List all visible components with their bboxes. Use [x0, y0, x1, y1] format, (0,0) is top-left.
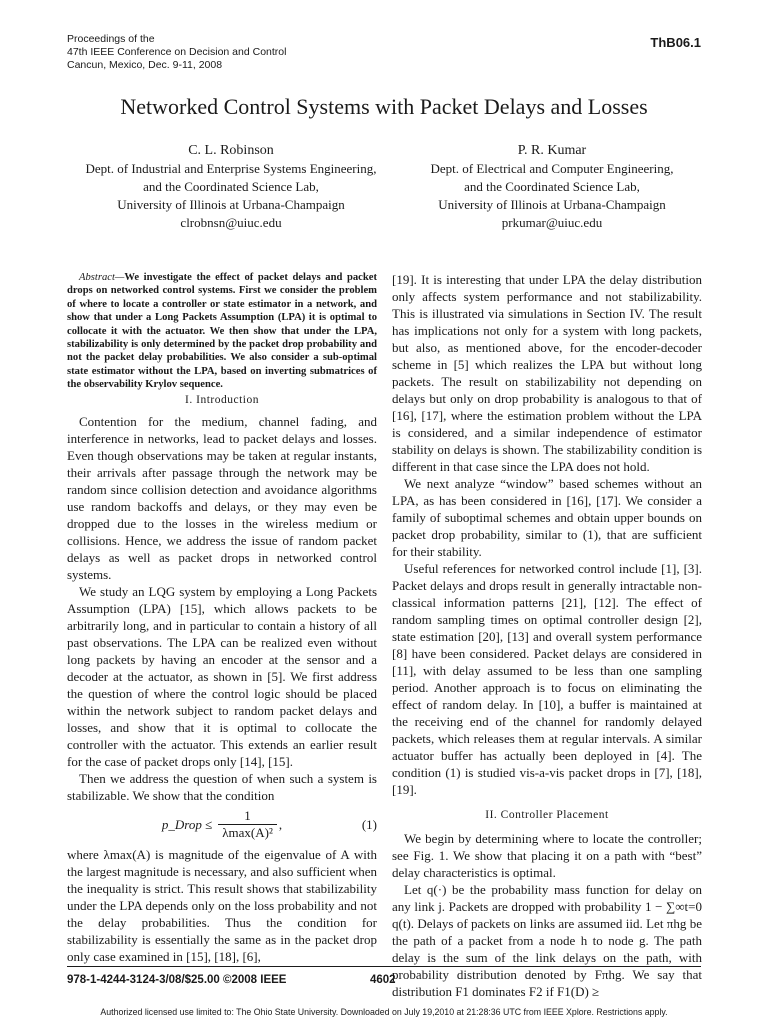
proceedings-header: [67, 33, 286, 72]
equation-numerator: 1: [244, 808, 251, 824]
section-heading-controller-placement: II. Controller Placement: [485, 809, 609, 821]
author-affiliation-line: and the Coordinated Science Lab,: [464, 179, 640, 194]
author-affiliation-line: University of Illinois at Urbana-Champaign: [438, 197, 666, 212]
equation-punctuation: ,: [278, 817, 283, 833]
author-email: clrobnsn@uiuc.edu: [180, 215, 282, 230]
abstract: [67, 271, 377, 392]
proceedings-line: Cancun, Mexico, Dec. 9-11, 2008: [67, 59, 223, 71]
equation-lhs: p_Drop ≤: [161, 817, 213, 833]
abstract-body: We investigate the effect of packet delays and packet drops on networked control systems. First we consider the problem of where to locate a controller or state estimator in a network, and show that under a Long Packets Assumption (LPA) it is optimal to collocate it with the actuator. We then show that under the LPA, stabilizability is only determined by the packet drop probability and not the packet delay probabilities. We also consider a sub-optimal state estimator without the LPA, based on inverting submatrices of the observability Krylov sequence.: [67, 272, 377, 391]
author-affiliation-line: and the Coordinated Science Lab,: [143, 179, 319, 194]
section-heading-introduction: I. Introduction: [185, 393, 259, 406]
paragraph: Let q(·) be the probability mass function for delay on any link j. Packets are dropped with probability 1 − ∑∞t=0 q(t). Delays of packets on links are assumed iid. Let πhg be the path of a packet from a node h to node g. The path delay is the sum of the link delays on the path, with probability distribution denoted by Fπhg. We say that distribution F1 dominates F2 if F1(D) ≥: [392, 882, 702, 999]
author-affiliation-line: Dept. of Industrial and Enterprise Systems Engineering,: [85, 161, 377, 176]
paragraph: Contention for the medium, channel fading, and interference in networks, lead to packet delays and losses. Even though observations may be taken at regular instants, their arrivals after passage through the network may be random since collision detection and avoidance algorithms use random backoffs and delays, or they may even be dropped due to the losses in the wireless medium or collisions. Hence, we address the issue of random packet delays as well as packet drops in networked control systems.: [67, 413, 377, 582]
author-block-2: [392, 142, 712, 232]
footer-divider: [67, 966, 701, 967]
isbn-copyright: 978-1-4244-3124-3/08/$25.00 ©2008 IEEE: [67, 974, 287, 986]
left-column: [67, 271, 377, 965]
author-name: C. L. Robinson: [188, 143, 274, 158]
author-block-1: [72, 142, 390, 232]
author-email: prkumar@uiuc.edu: [501, 215, 603, 230]
equation-number: (1): [361, 816, 377, 832]
paragraph: We begin by determining where to locate the controller; see Fig. 1. We show that placing it on a path with “best” delay characteristics is optimal.: [392, 831, 702, 880]
license-notice: Authorized licensed use limited to: The Ohio State University. Downloaded on July 19,2010 at 21:28:36 UTC from IEEE Xplore. Restrictions apply.: [100, 1007, 668, 1017]
author-name: P. R. Kumar: [517, 143, 587, 158]
equation-denominator: λmax(A)²: [218, 824, 277, 841]
abstract-lead: Abstract—: [79, 272, 125, 283]
paper-title: Networked Control Systems with Packet Delays and Losses: [120, 94, 648, 119]
session-code: ThB06.1: [650, 35, 701, 50]
paragraph: Useful references for networked control include [1], [3]. Packet delays and drops result in generally intractable non-classical information patterns [21], [12]. The effect of random sampling times on optimal controller design [2], state estimation [20], [13] and overall system performance [8] have been considered. Packet delays are considered in [11], with delay assumed to be less than one sampling period. Another approach is to focus on eliminating the effect of random delay. In [10], a buffer is maintained at the receiving end of the channel for randomly delayed packets, which releases them at regular intervals. A similar actuator buffer has actually been deployed in [4]. The condition (1) is studied vis-a-vis packet drops in [7], [18], [19].: [392, 561, 702, 797]
proceedings-line: 47th IEEE Conference on Decision and Control: [67, 46, 287, 58]
equation-fraction: [218, 808, 277, 841]
paragraph: We study an LQG system by employing a Long Packets Assumption (LPA) [15], which allows packets to be arbitrarily long, and in particular to contain a history of all past observations. The LPA can be realized even without long packets by having an encoder at the sensor and a decoder at the actuator, as shown in [5]. We first address the question of where the control logic should be placed within the network subject to random packet delays and losses, and show that it is optimal to collocate the controller with the actuator. This extends an earlier result for the case of packet drops only [14], [15].: [67, 583, 377, 769]
author-affiliation-line: University of Illinois at Urbana-Champaign: [117, 197, 345, 212]
equation-1: [67, 807, 377, 843]
paragraph: We next analyze “window” based schemes without an LPA, as has been considered in [16], [17]. We consider a family of suboptimal schemes and obtain upper bounds on packet drop probability, similar to (1), that are sufficient for their stability.: [392, 476, 702, 559]
paragraph: Then we address the question of when such a system is stabilizable. We show that the condition: [67, 770, 377, 803]
paragraph: where λmax(A) is magnitude of the eigenvalue of A with the largest magnitude is necessary, and also sufficient when the inequality is strict. This result shows that stabilizability under the LPA depends only on the loss probability and not the delay probabilities. Thus the condition for stabilizability is essentially the same as in the packet drop only case examined in [15], [18], [6],: [67, 846, 377, 964]
page-number: 4602: [370, 974, 396, 986]
right-column: [392, 271, 702, 1000]
paragraph: [19]. It is interesting that under LPA the delay distribution only affects system performance and not stabilizability. This is illustrated via simulations in Section IV. The result has implications not only for a system with long packets, but also, as mentioned above, for the encoder-decoder scheme in [5] which realizes the LPA but without long packets. The result on stabilizability not depending on delays but only on drop probability is analogous to that of [16], [17], where the estimation problem without the LPA is considered, and a similar independence of estimator stability on delays is shown. The stabilizability condition is different in that case since the LPA does not hold.: [392, 272, 702, 474]
author-affiliation-line: Dept. of Electrical and Computer Engineering,: [430, 161, 674, 176]
proceedings-line: Proceedings of the: [67, 33, 155, 45]
